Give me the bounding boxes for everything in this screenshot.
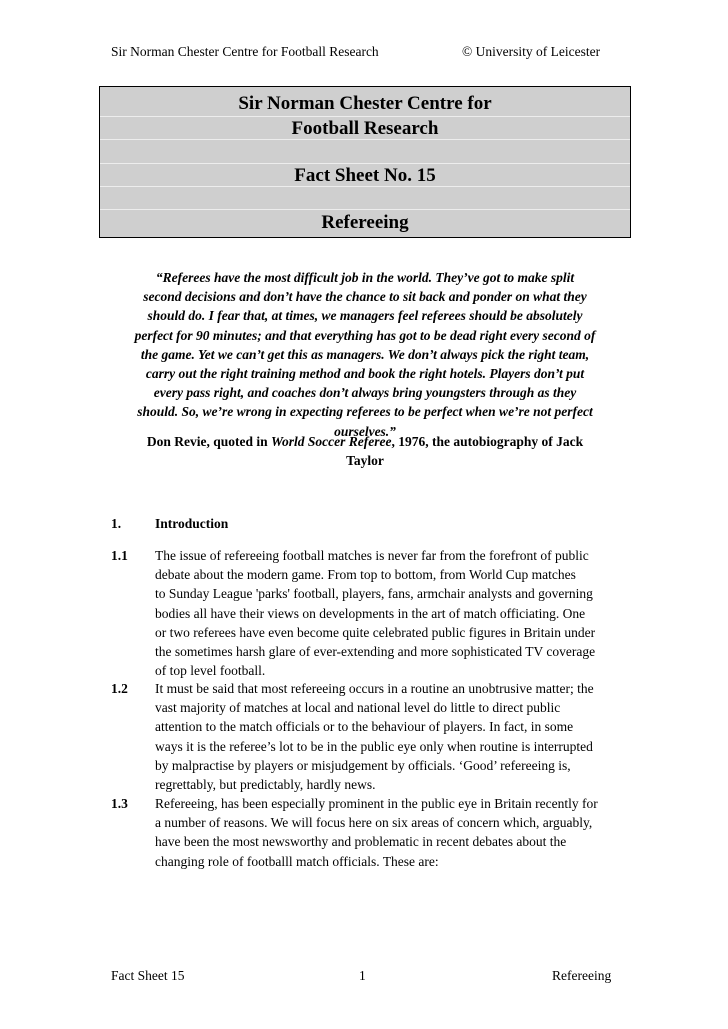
title-line-1: Sir Norman Chester Centre for (238, 93, 492, 114)
quote-line: second decisions and don’t have the chance to sit back and ponder on what they (143, 289, 587, 305)
paragraph-line: bodies all have their views on developments in the art of match officiating. One (155, 605, 586, 621)
quote-line: “Referees have the most difficult job in the world. They’ve got to make split (155, 270, 575, 285)
paragraph-line: by malpractise by players or misjudgement by officials. ‘Good’ refereeing is, (155, 757, 571, 773)
section-number: 1. (111, 516, 122, 531)
paragraph-line: debate about the modern game. From top to bottom, from World Cup matches (155, 567, 576, 583)
quote-line: carry out the right training method and book the right hotels. Players don’t put (145, 365, 585, 381)
paragraph-line: attention to the match officials or to the behaviour of players. In fact, in some (155, 719, 574, 735)
paragraph-1-1 (155, 546, 625, 680)
quote-line: should. So, we’re wrong in expecting referees to be perfect when we’re not perfect (137, 404, 593, 420)
quote-line: every pass right, and coaches don’t always bring youngsters through as they (153, 385, 577, 401)
footer-right: Refereeing (552, 968, 612, 983)
running-header-left: Sir Norman Chester Centre for Football Research (111, 44, 379, 59)
page-number: 1 (359, 968, 366, 983)
topic-title: Refereeing (321, 212, 409, 233)
quote-attribution (100, 432, 630, 470)
quote-line: the game. Yet we can’t get this as managers. We don’t always pick the right team, (140, 346, 590, 362)
paragraph-line: a number of reasons. We will focus here on six areas of concern which, arguably, (155, 815, 593, 831)
title-line-2: Football Research (291, 118, 439, 139)
paragraph-number: 1.1 (111, 548, 128, 563)
paragraph-number: 1.2 (111, 681, 128, 696)
paragraph-line: or two referees have even become quite celebrated public figures in Britain under (155, 624, 596, 640)
title-box-rule (100, 209, 630, 210)
paragraph-line: of top level football. (155, 663, 266, 679)
paragraph-line: regrettably, but predictably, hardly news. (155, 776, 376, 792)
paragraph-line: vast majority of matches at local and national level do little to direct public (155, 700, 561, 716)
attribution-prefix: Don Revie, quoted in (146, 434, 272, 449)
opening-quote (100, 268, 630, 441)
paragraph-1-2 (155, 679, 625, 794)
paragraph-line: It must be said that most refereeing occurs in a routine an unobtrusive matter; the (155, 681, 594, 696)
running-header-right: © University of Leicester (462, 44, 601, 59)
quote-line: perfect for 90 minutes; and that everything has got to be dead right every second of (134, 327, 596, 343)
quote-line: ourselves.” (334, 423, 396, 439)
paragraph-line: The issue of refereeing football matches is never far from the forefront of public (155, 548, 589, 563)
attribution-line-2: Taylor (346, 453, 384, 468)
paragraph-line: changing role of footballl match officials. These are: (155, 853, 439, 869)
fact-sheet-number: Fact Sheet No. 15 (294, 165, 436, 186)
paragraph-line: Refereeing, has been especially prominent in the public eye in Britain recently for (155, 796, 598, 811)
paragraph-number: 1.3 (111, 796, 128, 811)
paragraph-1-3 (155, 794, 625, 871)
section-title: Introduction (155, 516, 229, 531)
attribution-suffix: , 1976, the autobiography of Jack (391, 434, 584, 449)
footer-left: Fact Sheet 15 (111, 968, 185, 983)
title-box (99, 86, 631, 238)
paragraph-line: ways it is the referee’s lot to be in the public eye only when routine is interrupted (155, 738, 593, 754)
attribution-line-1 (100, 432, 630, 451)
paragraph-line: the sometimes harsh glare of ever-extending and more sophisticated TV coverage (155, 643, 596, 659)
paragraph-line: have been the most newsworthy and problematic in recent debates about the (155, 834, 567, 850)
quote-line: should do. I fear that, at times, we managers feel referees should be absolutely (147, 308, 583, 324)
attribution-work: World Soccer Referee (271, 434, 392, 449)
paragraph-line: to Sunday League 'parks' football, players, fans, armchair analysts and governing (155, 586, 593, 602)
